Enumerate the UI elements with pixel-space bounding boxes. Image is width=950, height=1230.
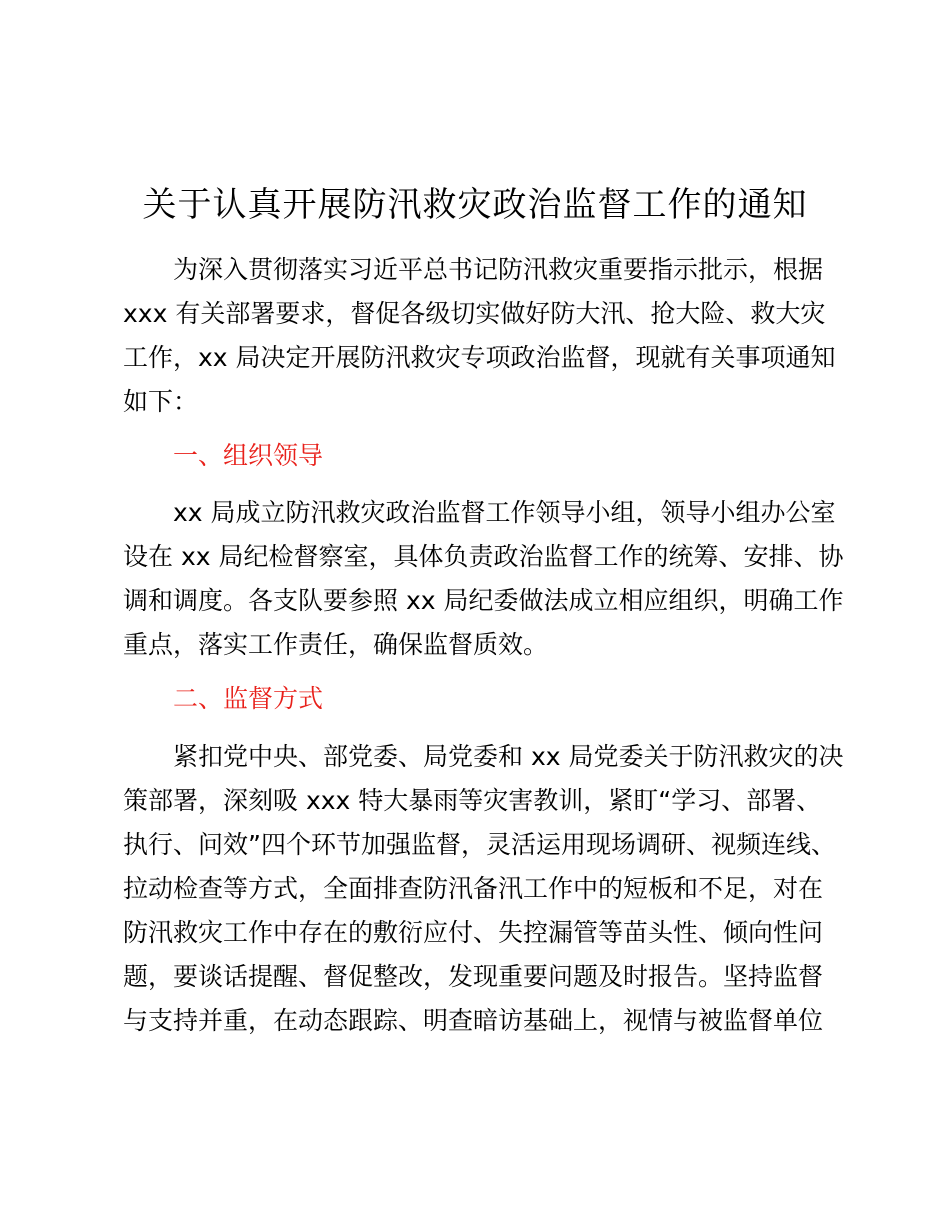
paragraph-line: 为深入贯彻落实习近平总书记防汛救灾重要指示批示，根据 <box>173 255 824 284</box>
paragraph-line: 防汛救灾工作中存在的敷衍应付、失控漏管等苗头性、倾向性问 <box>123 918 824 947</box>
paragraph-line: 紧扣党中央、部党委、局党委和 xx 局党委关于防汛救灾的决 <box>173 742 844 771</box>
paragraph-line: 执行、问效”四个环节加强监督，灵活运用现场调研、视频连线、 <box>123 830 836 859</box>
paragraph-line: 设在 xx 局纪检督察室，具体负责政治监督工作的统筹、安排、协 <box>123 542 844 571</box>
intro-paragraph <box>123 248 843 424</box>
paragraph-line: 策部署，深刻吸 xxx 特大暴雨等灾害教训，紧盯“学习、部署、 <box>123 786 822 815</box>
section-heading-supervision-method: 二、监督方式 <box>173 684 324 713</box>
paragraph-line: 与支持并重，在动态跟踪、明查暗访基础上，视情与被监督单位 <box>123 1006 824 1035</box>
paragraph-line: 工作，xx 局决定开展防汛救灾专项政治监督，现就有关事项通知 <box>123 343 836 372</box>
section-heading-organization: 一、组织领导 <box>173 441 324 470</box>
document-title: 关于认真开展防汛救灾政治监督工作的通知 <box>142 185 808 225</box>
paragraph-line: xx 局成立防汛救灾政治监督工作领导小组，领导小组办公室 <box>173 498 836 527</box>
paragraph-line: xxx 有关部署要求，督促各级切实做好防大汛、抢大险、救大灾 <box>123 299 826 328</box>
paragraph-line: 题，要谈话提醒、督促整改，发现重要问题及时报告。坚持监督 <box>123 962 824 991</box>
paragraph-line: 如下： <box>123 387 199 416</box>
paragraph-line: 拉动检查等方式，全面排查防汛备汛工作中的短板和不足，对在 <box>123 874 824 903</box>
section2-paragraph <box>123 735 843 1043</box>
paragraph-line: 重点，落实工作责任，确保监督质效。 <box>123 630 549 659</box>
section1-paragraph <box>123 491 843 667</box>
paragraph-line: 调和调度。各支队要参照 xx 局纪委做法成立相应组织，明确工作 <box>123 586 844 615</box>
